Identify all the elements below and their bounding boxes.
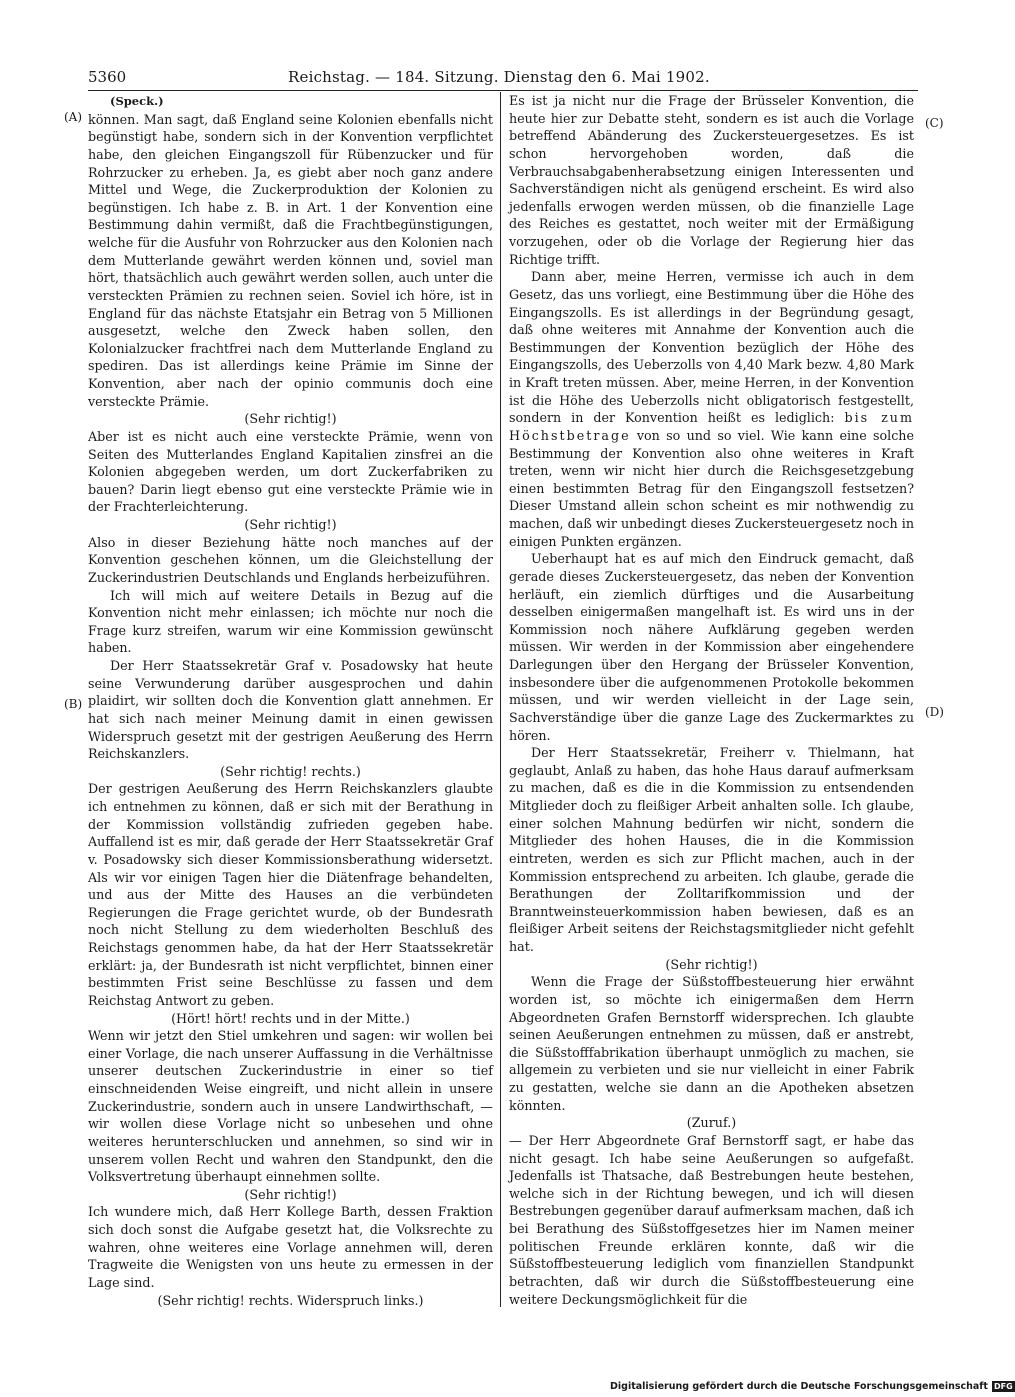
paragraph: Ich will mich auf weitere Details in Bezug auf die Konvention nicht mehr einlassen; ich möchte nur noch die Frage kurz streifen, warum wir eine Kommission gewünscht haben. bbox=[88, 587, 493, 656]
paragraph: Der gestrigen Aeußerung des Herrn Reichskanzlers glaubte ich entnehmen zu können, daß er sich mit der Berathung in der Kommission vollständig zufrieden gegeben habe. Auffallend ist es mir, daß gerade der Herr Staatssekretär Graf v. Posadowsky sich dieser Kommissionsberathung widersetzt. Als wir vor einigen Tagen hier die Diätenfrage behandelten, und aus der Mitte des Hauses an die verbündeten Regierungen die Frage gerichtet wurde, ob der Bundesrath noch nicht Stellung zu dem wiederholten Beschluß des Reichstags genommen habe, da hat der Herr Staatssekretär erklärt: ja, der Bundesrath ist nicht verpflichtet, binnen einer bestimmten Frist seine Beschlüsse zu fassen und dem Reichstag Antwort zu geben. bbox=[88, 781, 493, 1008]
paragraph: Ich wundere mich, daß Herr Kollege Barth, dessen Fraktion sich doch sonst die Aufgabe gesetzt hat, die Volksrechte zu wahren, ohne weiteres eine Vorlage annehmen will, deren Tragweite die Wenigsten von uns heute zu ermessen in der Lage sind. bbox=[88, 1204, 493, 1290]
interjection: (Sehr richtig! rechts.) bbox=[220, 763, 361, 779]
paragraph-text: von so und so viel. Wie kann eine solche Bestimmung der Konvention also ohne weiteres in Kraft treten, wenn wir nicht hier durch die Reichsgesetzgebung einen bestimmten Betrag für den Eingangszoll festsetzen? Dieser Umstand allein schon scheint es mir nothwendig zu machen, daß wir unbedingt dieses Zuckersteuergesetz noch in einigen Punkten ergänzen. bbox=[509, 427, 914, 549]
dfg-logo: DFG bbox=[993, 1382, 1013, 1391]
paragraph: Es ist ja nicht nur die Frage der Brüsseler Konvention, die heute hier zur Debatte steht, sondern es ist auch die Vorlage betreffend Abänderung des Zuckersteuergesetzes. Es ist schon hervorgehoben worden, daß die Verbrauchsabgabenherabsetzung einigen Interessenten und Sachverständigen nicht als genügend erscheint. Es wird also jedenfalls erwogen werden müssen, ob die finanzielle Lage des Reiches es gestattet, noch weiter mit der Ermäßigung vorzugehen, oder ob die Vorlage der Regierung hier das Richtige trifft. bbox=[509, 93, 914, 267]
interjection: (Sehr richtig!) bbox=[244, 517, 337, 532]
paragraph: — Der Herr Abgeordnete Graf Bernstorff sagt, er habe das nicht gesagt. Ich habe seine Aeußerungen so aufgefaßt. Jedenfalls ist Thatsache, daß Bestrebungen heute bestehen, welche sich in der Richtung bewegen, und ich will diesen Bestrebungen gegenüber darauf aufmerksam machen, daß ich bei Berathung des Süßstoffgesetzes hier im Namen meiner politischen Freunde erklären konnte, daß wir die Süßstoffbesteuerung lediglich vom finanziellen Standpunkt betrachten, daß wir durch die Süßstoffbesteuerung eine weitere Deckungsmöglichkeit für die bbox=[509, 1132, 914, 1307]
right-column bbox=[509, 92, 914, 1308]
paragraph: Wenn die Frage der Süßstoffbesteuerung hier erwähnt worden ist, so möchte ich einigermaßen dem Herrn Abgeordneten Grafen Bernstorff widersprechen. Ich glaubte seinen Aeußerungen entnehmen zu müssen, daß er anstrebt, die Süßstofffabrikation überhaupt unmöglich zu machen, sie allgemein zu verbieten und sie nur vielleicht in einer Fabrik zu gestatten, welche sie dann an die Apotheken absetzen könnten. bbox=[509, 974, 914, 1113]
page-number: 5360 bbox=[88, 68, 127, 86]
left-column bbox=[88, 92, 493, 1309]
spaced-emphasis: bis zum Höchstbetrage bbox=[509, 410, 914, 443]
credit-text: Digitalisierung gefördert durch die Deutsche Forschungsgemeinschaft bbox=[610, 1381, 988, 1392]
paragraph: können. Man sagt, daß England seine Kolonien ebenfalls nicht begünstigt habe, sondern sich in der Konvention verpflichtet habe, den gleichen Eingangszoll für Rübenzucker und für Rohrzucker zu erheben. Ja, es giebt aber noch ganz andere Mittel und Wege, die Zuckerproduktion der Kolonien zu begünstigen. Ich habe z. B. in Art. 1 der Konvention eine Bestimmung dahin vermißt, daß die Frachtbegünstigungen, welche für die Ausfuhr von Rohrzucker aus den Kolonien nach dem Mutterlande gewährt werden können und, soviel man hört, thatsächlich auch gewährt werden sollen, auch unter die versteckten Prämien zu rechnen seien. Soviel ich höre, ist in England für das nächste Etatsjahr ein Betrag von 5 Millionen ausgesetzt, welche den Zweck haben sollen, den Kolonialzucker frachtfrei nach dem Mutterlande England zu spediren. Das ist allerdings keine Prämie im Sinne der Konvention, aber nach der opinio communis doch eine versteckte Prämie. bbox=[88, 111, 493, 409]
margin-marker-d: (D) bbox=[925, 705, 944, 719]
digitization-credit bbox=[610, 1380, 1013, 1394]
interjection: (Sehr richtig!) bbox=[244, 1186, 337, 1202]
paragraph: Der Herr Staatssekretär Graf v. Posadowsky hat heute seine Verwunderung darüber ausgesprochen und dahin plaidirt, wir sollten doch die Konvention glatt annehmen. Er hat sich nach meiner Meinung damit in einen gewissen Widerspruch gesetzt mit der gestrigen Aeußerung des Herrn Reichskanzlers. bbox=[88, 658, 493, 762]
paragraph: Ueberhaupt hat es auf mich den Eindruck gemacht, daß gerade dieses Zuckersteuergesetz, das neben der Konvention herläuft, ein ziemlich dürftiges und die Ausarbeitung desselben einigermaßen mangelhaft ist. Es wird uns in der Kommission noch nähere Aufklärung gegeben werden müssen. Wir werden in der Kommission aber eingehendere Darlegungen über den Hergang der Brüsseler Konvention, insbesondere über die aufgenommenen Protokolle bekommen müssen, und wir werden vielleicht in der Lage sein, Sachverständige über die ganze Lage des Zuckermarktes zu hören. bbox=[509, 551, 914, 743]
interjection: (Sehr richtig!) bbox=[665, 956, 758, 972]
interjection: (Sehr richtig!) bbox=[244, 411, 337, 427]
speaker-name: (Speck.) bbox=[110, 94, 164, 108]
paragraph bbox=[509, 268, 914, 550]
running-title: Reichstag. — 184. Sitzung. Dienstag den 6. Mai 1902. bbox=[288, 68, 710, 86]
paragraph: Aber ist es nicht auch eine versteckte Prämie, wenn von Seiten des Mutterlandes England Kapitalien zinsfrei an die Kolonien abgegeben werden, um dort Zuckerfabriken zu bauen? Darin liegt ebenso gut eine versteckte Prämie wie in der Frachterleichterung. bbox=[88, 428, 493, 515]
interjection: (Hört! hört! rechts und in der Mitte.) bbox=[171, 1010, 410, 1026]
margin-marker-b: (B) bbox=[64, 697, 83, 711]
paragraph: Der Herr Staatssekretär, Freiherr v. Thielmann, hat geglaubt, Anlaß zu haben, das hohe Haus darauf aufmerksam zu machen, daß es die in die Kommission zu entsendenden Mitglieder doch zu fleißiger Arbeit anhalten solle. Ich glaube, einer solchen Mahnung bedürfen wir nicht, sondern die Mitglieder des hohen Hauses, die in die Kommission eintreten, werden es sich zur Pflicht machen, auch in der Kommission entsprechend zu arbeiten. Ich glaube, gerade die Berathungen der Zolltarifkommission und der Branntweinsteuerkommission haben bewiesen, daß es an fleißiger Arbeit seitens der Reichstagsmitglieder nicht gefehlt hat. bbox=[509, 745, 914, 954]
margin-marker-a: (A) bbox=[64, 110, 83, 124]
paragraph: Also in dieser Beziehung hätte noch manches auf der Konvention geschehen können, um die Gleichstellung der Zuckerindustrien Deutschlands und Englands herbeizuführen. bbox=[88, 534, 493, 585]
margin-marker-c: (C) bbox=[925, 116, 944, 130]
paragraph-text: Dann aber, meine Herren, vermisse ich auch in dem Gesetz, das uns vorliegt, eine Bestimmung über die Höhe des Eingangszolls. Es ist allerdings in der Begründung gesagt, daß ohne weiteres mit Annahme der Konvention auch die Bestimmungen der Konvention bezüglich der Höhe des Eingangszolls, des Ueberzolls von 4,40 Mark bezw. 4,80 Mark in Kraft treten müssen. Aber, meine Herren, in der Konvention ist die Höhe des Ueberzolls nicht obligatorisch festgestellt, sondern in der Konvention heißt es lediglich: bbox=[509, 269, 914, 426]
interjection: (Sehr richtig! rechts. Widerspruch links.) bbox=[157, 1292, 424, 1308]
interjection: (Zuruf.) bbox=[686, 1115, 737, 1131]
header-rule bbox=[88, 90, 918, 91]
column-divider bbox=[500, 92, 501, 1307]
running-header bbox=[88, 66, 918, 88]
paragraph: Wenn wir jetzt den Stiel umkehren und sagen: wir wollen bei einer Vorlage, die nach unserer Auffassung in die Verhältnisse unserer deutschen Zuckerindustrie in einer so tief einschneidenden Weise eingreift, und nicht allein in unsere Zuckerindustrie, sondern auch in unsere Landwirthschaft, — wir wollen diese Vorlage nicht so unbesehen und ohne weiteres herunterschlucken und annehmen, so sind wir in unserem vollen Recht und wahren den Standpunkt, den die Volksvertretung überhaupt einnehmen sollte. bbox=[88, 1028, 493, 1185]
